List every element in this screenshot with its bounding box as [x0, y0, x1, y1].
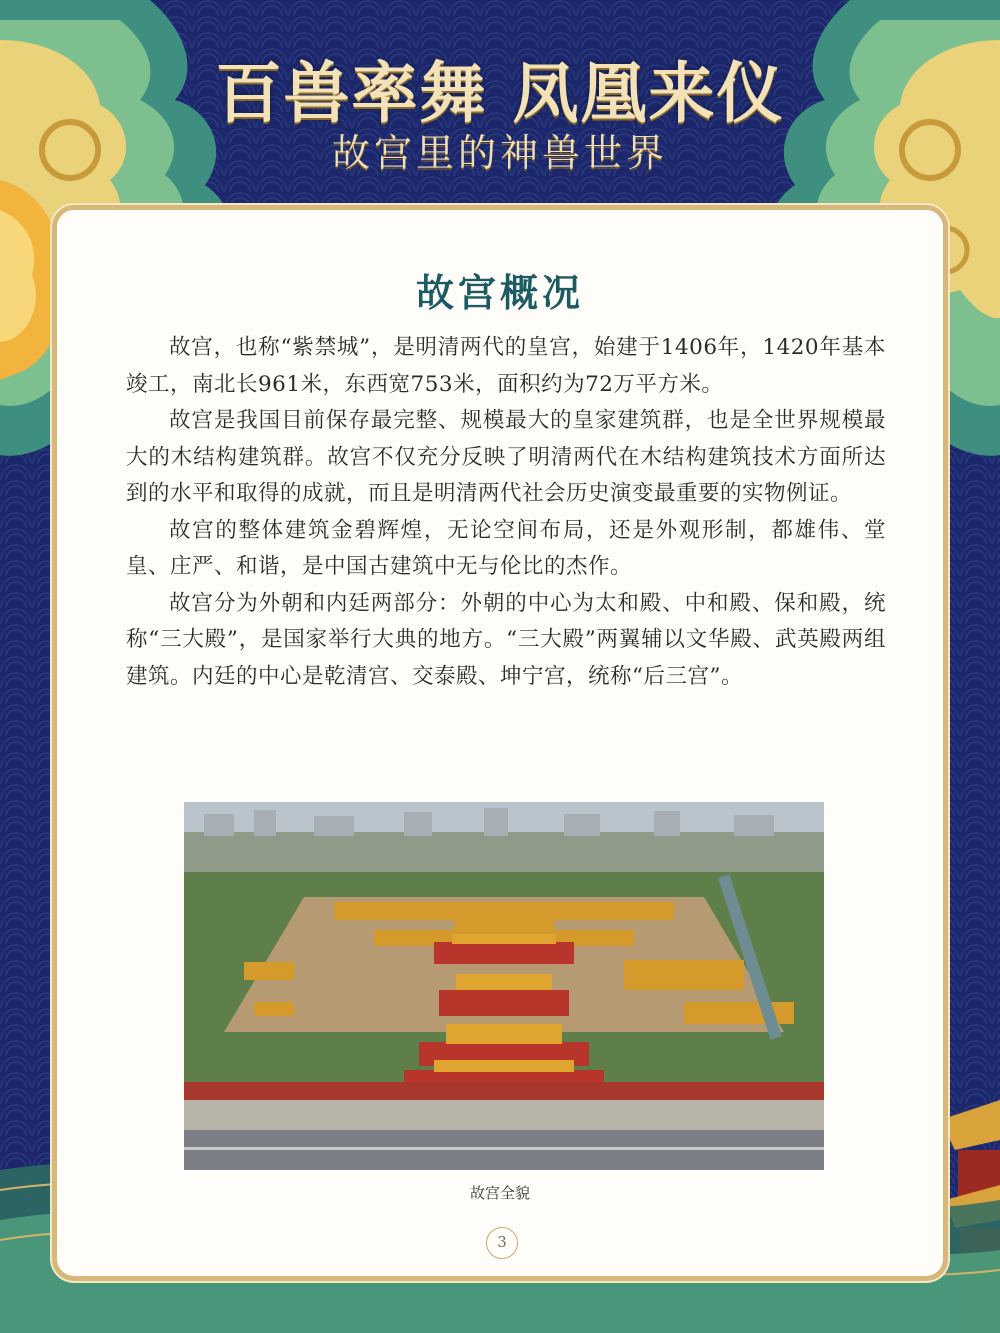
article-body — [126, 330, 886, 695]
page-subtitle: 故宫里的神兽世界 — [331, 131, 668, 175]
aerial-city-illustration-icon — [184, 802, 824, 1170]
page-main-title: 百兽率舞 凤凰来仪 — [215, 55, 785, 132]
paragraph-2: 故宫是我国目前保存最完整、规模最大的皇家建筑群，也是全世界规模最大的木结构建筑群。故宫不仅充分反映了明清两代在木结构建筑技术方面所达到的水平和取得的成就，而且是明清两代社会历史演变最重要的实物例证。 — [126, 408, 886, 506]
paragraph-1: 故宫，也称“紫禁城”，是明清两代的皇宫，始建于1406年，1420年基本竣工，南北长961米，东西宽753米，面积约为72万平方米。 — [126, 335, 886, 397]
page-number: 3 — [486, 1227, 518, 1259]
photo-caption: 故宫全貌 — [469, 1184, 530, 1202]
forbidden-city-aerial-photo — [184, 802, 824, 1170]
paragraph-4: 故宫分为外朝和内廷两部分：外朝的中心为太和殿、中和殿、保和殿，统称“三大殿”，是国家举行大典的地方。“三大殿”两翼辅以文华殿、武英殿两组建筑。内廷的中心是乾清宫、交泰殿、坤宁宫，统称“后三宫”。 — [126, 590, 886, 689]
paragraph-3: 故宫的整体建筑金碧辉煌，无论空间布局，还是外观形制，都雄伟、堂皇、庄严、和谐，是中国古建筑中无与伦比的杰作。 — [126, 517, 886, 579]
content-card — [52, 205, 948, 1281]
section-heading: 故宫概况 — [415, 270, 584, 315]
